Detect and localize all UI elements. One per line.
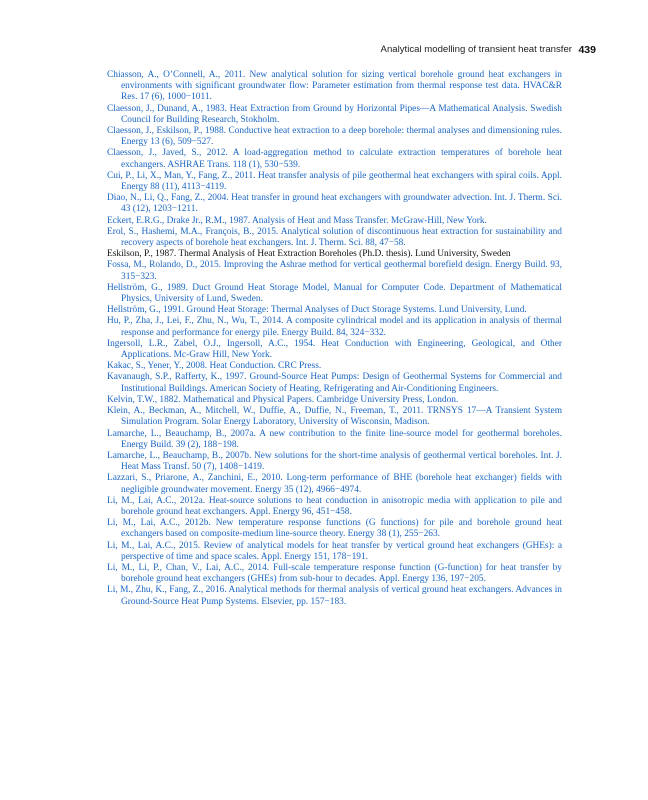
reference-entry[interactable]: Chiasson, A., O’Connell, A., 2011. New analytical solution for sizing vertical borehole ground heat exchangers in environments with significant groundwater flow: Parameter estimation from thermal response test data. HVAC&R Res. 17 (6), 1000−1011. — [107, 70, 562, 103]
reference-entry[interactable]: Lamarche, L., Beauchamp, B., 2007a. A new contribution to the finite line-source model for geothermal boreholes. Energy Build. 39 (2), 188−198. — [107, 428, 562, 450]
reference-entry[interactable]: Kavanaugh, S.P., Rafferty, K., 1997. Ground-Source Heat Pumps: Design of Geothermal Systems for Commercial and Institutional Buildings. American Society of Heating, Refrigerating and Air-Conditioning Engineers. — [107, 372, 562, 394]
reference-entry[interactable]: Cui, P., Li, X., Man, Y., Fang, Z., 2011. Heat transfer analysis of pile geothermal heat exchangers with spiral coils. Appl. Energy 88 (11), 4113−4119. — [107, 170, 562, 193]
reference-entry[interactable]: Li, M., Lai, A.C., 2012b. New temperature response functions (G functions) for pile and borehole ground heat exchangers based on composite-medium line-source theory. Energy 38 (1), 255−263. — [107, 518, 562, 540]
reference-entry[interactable]: Claesson, J., Dunand, A., 1983. Heat Extraction from Ground by Horizontal Pipes—A Mathematical Analysis. Swedish Council for Building Research, Stokholm. — [107, 103, 562, 125]
page-header — [0, 44, 648, 58]
reference-entry[interactable]: Claesson, J., Javed, S., 2012. A load-aggregation method to calculate extraction temperatures of borehole heat exchangers. ASHRAE Trans. 118 (1), 530−539. — [107, 148, 562, 170]
reference-entry[interactable]: Kakac, S., Yener, Y., 2008. Heat Conduction. CRC Press. — [107, 361, 322, 372]
reference-entry[interactable]: Li, M., Li, P., Chan, V., Lai, A.C., 2014. Full-scale temperature response function (G-function) for heat transfer by borehole ground heat exchangers (GHEs) from sub-hour to decades. Appl. Energy 136, 197−205. — [107, 562, 562, 585]
reference-entry[interactable]: Eckert, E.R.G., Drake Jr., R.M., 1987. Analysis of Heat and Mass Transfer. McGraw-Hill, New York. — [107, 215, 487, 226]
reference-entry[interactable]: Lamarche, L., Beauchamp, B., 2007b. New solutions for the short-time analysis of geothermal vertical boreholes. Int. J. Heat Mass Transf. 50 (7), 1408−1419. — [107, 450, 562, 473]
reference-entry[interactable]: Claesson, J., Eskilson, P., 1988. Conductive heat extraction to a deep borehole: thermal analyses and dimensioning rules. Energy 13 (6), 509−527. — [107, 126, 562, 148]
reference-entry[interactable]: Klein, A., Beckman, A., Mitchell, W., Duffie, A., Duffie, N., Freeman, T., 2011. TRNSYS 17—A Transient System Simulation Program. Solar Energy Laboratory, University of Wisconsin, Madison. — [107, 406, 562, 428]
reference-entry[interactable]: Ingersoll, L.R., Zabel, O.J., Ingersoll, A.C., 1954. Heat Conduction with Engineering, Geological, and Other Applications. Mc-Graw Hill, New York. — [107, 338, 562, 361]
reference-entry[interactable]: Erol, S., Hashemi, M.A., François, B., 2015. Analytical solution of discontinuous heat extraction for sustainability and recovery aspects of borehole heat exchangers. Int. J. Therm. Sci. 88, 47−58. — [107, 226, 562, 249]
reference-entry[interactable]: Li, M., Lai, A.C., 2015. Review of analytical models for heat transfer by vertical ground heat exchangers (GHEs): a perspective of time and space scales. Appl. Energy 151, 178−191. — [107, 540, 562, 562]
reference-entry[interactable]: Fossa, M., Rolando, D., 2015. Improving the Ashrae method for vertical geothermal borefield design. Energy Build. 93, 315−323. — [107, 260, 562, 282]
reference-entry: Eskilson, P., 1987. Thermal Analysis of Heat Extraction Boreholes (Ph.D. thesis). Lund University, Sweden — [107, 249, 511, 260]
reference-list — [107, 70, 562, 608]
reference-entry[interactable]: Hellström, G., 1989. Duct Ground Heat Storage Model, Manual for Computer Code. Department of Mathematical Physics, University of Lund, Sweden. — [107, 282, 562, 305]
reference-entry[interactable]: Li, M., Lai, A.C., 2012a. Heat-source solutions to heat conduction in anisotropic media with application to pile and borehole ground heat exchangers. Appl. Energy 96, 451−458. — [107, 495, 562, 517]
reference-entry[interactable]: Kelvin, T.W., 1882. Mathematical and Physical Papers. Cambridge University Press, London. — [107, 394, 459, 405]
reference-entry[interactable]: Diao, N., Li, Q., Fang, Z., 2004. Heat transfer in ground heat exchangers with groundwater advection. Int. J. Therm. Sci. 43 (12), 1203−1211. — [107, 193, 562, 215]
reference-entry[interactable]: Li, M., Zhu, K., Fang, Z., 2016. Analytical methods for thermal analysis of vertical ground heat exchangers. Advances in Ground-Source Heat Pump Systems. Elsevier, pp. 157−183. — [107, 585, 562, 607]
reference-entry[interactable]: Hellström, G., 1991. Ground Heat Storage: Thermal Analyses of Duct Storage Systems. Lund University, Lund. — [107, 305, 527, 316]
page-number: 439 — [578, 43, 596, 56]
reference-entry[interactable]: Hu, P., Zha, J., Lei, F., Zhu, N., Wu, T., 2014. A composite cylindrical model and its application in analysis of thermal response and performance for energy pile. Energy Build. 84, 324−332. — [107, 316, 562, 338]
reference-entry[interactable]: Lazzari, S., Priarone, A., Zanchini, E., 2010. Long-term performance of BHE (borehole heat exchanger) fields with negligible groundwater movement. Energy 35 (12), 4966−4974. — [107, 473, 562, 495]
running-title: Analytical modelling of transient heat transfer — [380, 44, 572, 55]
